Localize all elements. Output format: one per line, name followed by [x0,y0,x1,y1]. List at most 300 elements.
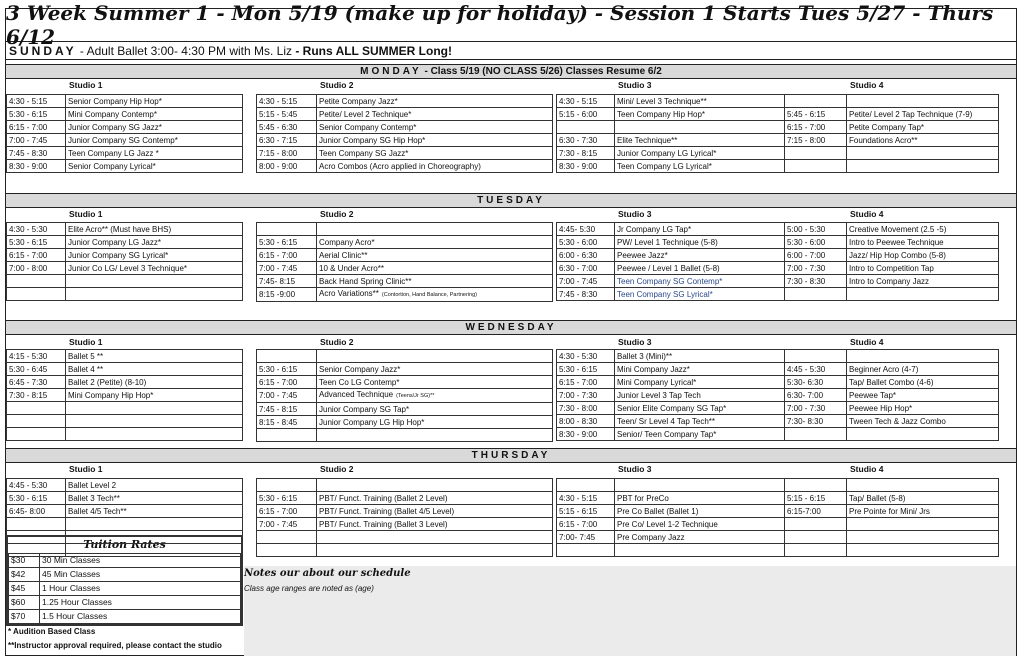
class-time: 4:30 - 5:15 [7,95,66,108]
class-name-text: Elite Technique** [617,135,678,145]
tuition-row [9,568,241,582]
class-name-text: PW/ Level 1 Technique (5-8) [617,237,718,247]
class-time: 7:00 - 7:45 [7,134,66,147]
class-name [847,288,999,301]
class-name [66,147,243,160]
class-name [615,505,785,518]
class-name-text: Mini Company Lyrical* [617,377,697,387]
class-name [66,428,243,441]
class-name [615,544,785,557]
class-name [847,147,999,160]
tuition-price: $30 [9,554,40,568]
class-name [317,492,553,505]
class-name-text: Pre Co Ballet (Ballet 1) [617,506,699,516]
class-name [615,223,785,236]
tuition-duration: 30 Min Classes [40,554,241,568]
class-name [847,108,999,121]
class-name [66,160,243,173]
class-time: 6:30 - 7:00 [557,262,615,275]
class-time: 5:30 - 6:15 [7,108,66,121]
schedule-row [7,223,243,236]
class-name [317,429,553,442]
schedule-row [557,236,785,249]
class-time: 5:30 - 6:15 [257,492,317,505]
schedule-row [785,479,999,492]
class-time: 7:00- 7:45 [557,531,615,544]
class-name-text: Intro to Competition Tap [849,263,934,273]
studio-header: Studio 2 [320,337,354,347]
class-name-text: Ballet 4 ** [68,364,104,374]
class-note: (Contortion, Hand Balance, Partnering) [381,292,477,298]
class-name-text: PBT/ Funct. Training (Ballet 3 Level) [319,519,448,529]
class-name-text: Beginner Acro (4-7) [849,364,919,374]
schedule-row [257,531,553,544]
class-time: 7:00 - 7:45 [257,262,317,275]
class-name-text: Senior/ Teen Company Tap* [617,429,717,439]
class-time: 8:30 - 9:00 [557,428,615,441]
schedule-row [257,134,553,147]
class-name [615,350,785,363]
class-name-text: Junior Company SG Hip Hop* [319,135,426,145]
schedule-row [785,376,999,389]
studio-header: Studio 1 [69,337,103,347]
class-name [847,223,999,236]
class-name-text: Mini Company Jazz* [617,364,690,374]
class-time: 6:15 - 7:00 [557,518,615,531]
class-name-text: Petite/ Level 2 Technique* [319,109,412,119]
schedule-row [785,518,999,531]
class-name-text: Acro Variations** [319,289,379,298]
schedule-row [257,492,553,505]
schedule-row [257,416,553,429]
class-name [615,95,785,108]
class-name [615,363,785,376]
class-time: 8:15 - 8:45 [257,416,317,429]
class-name [847,275,999,288]
schedule-row [257,147,553,160]
class-name [317,249,553,262]
class-time: 5:30 - 6:15 [7,236,66,249]
schedule-row [7,479,243,492]
class-time: 4:45 - 5:30 [785,363,847,376]
monday-note: - Class 5/19 (NO CLASS 5/26) Classes Resume 6/2 [421,66,662,77]
schedule-row [7,415,243,428]
class-time: 7:00 - 7:45 [257,518,317,531]
class-time: 4:45- 5:30 [557,223,615,236]
class-time: 6:45 - 7:30 [7,376,66,389]
studio-header: Studio 2 [320,464,354,474]
class-name-text: Intro to Peewee Technique [849,237,944,247]
wednesday-banner: WEDNESDAY [6,320,1016,335]
schedule-row [257,288,553,302]
schedule-row [257,389,553,403]
schedule-row [257,403,553,416]
class-name-text: Senior Company Lyrical* [68,161,156,171]
class-name-text: Teen Company SG Lyrical* [617,289,713,299]
schedule-row [257,479,553,492]
class-name-text: Ballet 3 (Mini)** [617,351,673,361]
class-time: 6:30 - 7:15 [257,134,317,147]
class-time: 7:45 - 8:30 [7,147,66,160]
tuesday-studio-2-table [256,222,553,302]
schedule-row [257,350,553,363]
class-name [66,376,243,389]
class-time: 5:30 - 6:00 [557,236,615,249]
schedule-row [557,428,785,441]
class-name-text: Tap/ Ballet Combo (4-6) [849,377,934,387]
class-name [847,544,999,557]
class-name [317,363,553,376]
class-name-text: Intro to Company Jazz [849,276,930,286]
schedule-row [557,415,785,428]
class-name-text: Petite Company Tap* [849,122,925,132]
schedule-row [257,262,553,275]
class-time: 5:30 - 6:15 [257,236,317,249]
tuition-row [9,582,241,596]
schedule-row [557,249,785,262]
class-name [847,95,999,108]
class-time [257,350,317,363]
notes-title: Notes our about our schedule [244,568,411,579]
class-name [615,121,785,134]
class-name [847,402,999,415]
class-time: 6:30 - 7:30 [557,134,615,147]
studio-header: Studio 3 [618,209,652,219]
class-time: 5:00 - 5:30 [785,223,847,236]
class-name [615,134,785,147]
class-name-text: Company Acro* [319,237,375,247]
schedule-row [785,160,999,173]
wednesday-studio-2-table [256,349,553,442]
studio-header: Studio 1 [69,464,103,474]
class-time: 6:00 - 6:30 [557,249,615,262]
class-time [785,288,847,301]
class-time [557,544,615,557]
class-name [847,262,999,275]
class-name [317,531,553,544]
tuition-price: $60 [9,596,40,610]
class-name [615,479,785,492]
schedule-row [7,376,243,389]
class-name-text: Pre Company Jazz [617,532,685,542]
class-name-text: Creative Movement (2.5 -5) [849,224,947,234]
class-name [66,518,243,531]
schedule-row [257,223,553,236]
footnote-instructor: **Instructor approval required, please contact the studio [8,641,222,650]
class-name-text: Foundations Acro** [849,135,918,145]
schedule-row [7,134,243,147]
monday-label: MONDAY [360,66,422,77]
class-time: 4:15 - 5:30 [7,350,66,363]
class-name [66,402,243,415]
schedule-row [785,134,999,147]
class-time: 5:15 - 6:15 [557,505,615,518]
schedule-row [257,429,553,442]
class-name [615,288,785,301]
class-time: 4:30 - 5:15 [257,95,317,108]
class-time [785,160,847,173]
class-time [257,223,317,236]
class-time [257,544,317,557]
schedule-row [557,544,785,557]
class-name [847,376,999,389]
class-time: 5:30 - 6:15 [257,363,317,376]
class-time: 8:15 -9:00 [257,288,317,302]
studio-header: Studio 2 [320,209,354,219]
class-name [615,147,785,160]
class-time: 8:30 - 9:00 [7,160,66,173]
schedule-row [557,350,785,363]
class-name-text: 10 & Under Acro** [319,263,384,273]
schedule-row [785,363,999,376]
class-name [66,389,243,402]
class-time: 4:45 - 5:30 [7,479,66,492]
class-name-text: Pre Pointe for Mini/ Jrs [849,506,930,516]
class-time [785,544,847,557]
class-name [317,108,553,121]
class-name [66,479,243,492]
class-name-text: Junior Level 3 Tap Tech [617,390,701,400]
schedule-row [557,147,785,160]
class-name-text: Teen/ Sr Level 4 Tap Tech** [617,416,715,426]
class-name-text: Senior Company Jazz* [319,364,401,374]
class-name [317,505,553,518]
class-time: 5:30 - 6:45 [7,363,66,376]
class-time: 5:15 - 6:15 [785,492,847,505]
schedule-row [7,350,243,363]
class-time: 7:30- 8:30 [785,415,847,428]
schedule-row [785,544,999,557]
class-note: (Teens/Jr SG)** [396,393,435,399]
schedule-row [785,147,999,160]
class-name-text: Teen Company LG Jazz * [68,148,159,158]
class-name-text: Acro Combos (Acro applied in Choreography) [319,161,481,171]
schedule-row [7,492,243,505]
class-name [66,415,243,428]
class-name-text: Senior Company Hip Hop* [68,96,162,106]
class-name [847,479,999,492]
class-time [785,518,847,531]
class-name-text: Pre Co/ Level 1-2 Technique [617,519,718,529]
schedule-row [7,389,243,402]
class-name [317,275,553,288]
schedule-row [7,262,243,275]
schedule-row [557,160,785,173]
schedule-row [7,275,243,288]
class-name-text: Junior Company SG Jazz* [68,122,162,132]
class-name [66,236,243,249]
class-name-text: Senior Company Contemp* [319,122,417,132]
class-name [615,389,785,402]
class-name-text: Jr Company LG Tap* [617,224,692,234]
schedule-row [785,428,999,441]
tuesday-studio-4-table [784,222,999,301]
schedule-row [257,363,553,376]
class-name-text: Jazz/ Hip Hop Combo (5-8) [849,250,946,260]
class-name [66,223,243,236]
class-time: 4:30 - 5:15 [557,95,615,108]
class-name [66,505,243,518]
class-name [317,288,553,302]
schedule-row [257,518,553,531]
schedule-row [785,108,999,121]
class-name [66,531,243,544]
schedule-row [785,531,999,544]
class-name [615,492,785,505]
class-name [847,531,999,544]
schedule-row [7,544,243,557]
sunday-bold-text: - Runs ALL SUMMER Long! [295,44,452,58]
page-title: 3 Week Summer 1 - Mon 5/19 (make up for holiday) - Session 1 Starts Tues 5/27 - Thurs 6/12 [6,9,1016,42]
class-time: 5:45 - 6:15 [785,108,847,121]
class-time: 7:45- 8:15 [257,275,317,288]
schedule-row [557,518,785,531]
class-name [847,415,999,428]
schedule-row [557,376,785,389]
class-time [785,428,847,441]
sunday-label: SUNDAY [9,44,77,58]
class-name-text: Peewee Jazz* [617,250,668,260]
studio-header: Studio 3 [618,80,652,90]
class-time: 7:45 - 8:15 [257,403,317,416]
class-name-text: Junior Company SG Tap* [319,404,410,414]
footnote-audition: * Audition Based Class [8,627,96,636]
class-name-text: Petite/ Level 2 Tap Technique (7-9) [849,109,973,119]
class-time: 6:15-7:00 [785,505,847,518]
class-name-text: Junior Company LG Jazz* [68,237,161,247]
schedule-row [7,363,243,376]
schedule-row [785,223,999,236]
class-name [847,505,999,518]
class-name [317,416,553,429]
schedule-row [785,402,999,415]
class-name-text: Teen Company Hip Hop* [617,109,706,119]
class-time: 4:30 - 5:30 [7,223,66,236]
class-name [615,262,785,275]
class-time [785,350,847,363]
class-time [7,544,66,557]
class-time: 8:00 - 8:30 [557,415,615,428]
schedule-row [785,415,999,428]
class-name [615,531,785,544]
schedule-row [557,479,785,492]
class-name [615,249,785,262]
schedule-row [785,262,999,275]
class-name [847,389,999,402]
studio-header: Studio 4 [850,337,884,347]
class-name-text: Ballet 2 (Petite) (8-10) [68,377,147,387]
class-time: 7:00 - 8:00 [7,262,66,275]
class-time: 6:15 - 7:00 [7,249,66,262]
schedule-row [557,275,785,288]
class-name [847,236,999,249]
class-name [615,402,785,415]
schedule-row [557,108,785,121]
class-name [847,428,999,441]
schedule-row [7,518,243,531]
schedule-row [557,389,785,402]
thursday-studio-4-table [784,478,999,557]
schedule-row [557,505,785,518]
schedule-row [7,95,243,108]
sunday-text: - Adult Ballet 3:00- 4:30 PM with Ms. Liz [76,44,296,58]
schedule-row [785,389,999,402]
class-time: 6:00 - 7:00 [785,249,847,262]
studio-header: Studio 4 [850,464,884,474]
class-time [257,429,317,442]
class-time: 5:30 - 6:15 [557,363,615,376]
class-name-text: Mini/ Level 3 Technique** [617,96,707,106]
class-time [7,518,66,531]
class-name [847,350,999,363]
class-name-text: PBT for PreCo [617,493,669,503]
sunday-row [6,43,1016,60]
class-time [785,531,847,544]
class-name-text: PBT/ Funct. Training (Ballet 2 Level) [319,493,448,503]
class-time: 6:15 - 7:00 [257,505,317,518]
schedule-row [557,262,785,275]
schedule-row [557,492,785,505]
schedule-row [7,249,243,262]
class-name [317,134,553,147]
class-name-text: Junior Company LG Lyrical* [617,148,717,158]
class-name [317,389,553,403]
class-time: 6:15 - 7:00 [257,249,317,262]
class-time [557,121,615,134]
class-name [847,121,999,134]
schedule-row [557,134,785,147]
class-time [7,428,66,441]
studio-header: Studio 3 [618,464,652,474]
schedule-row [785,505,999,518]
monday-studio-1-table [6,94,243,173]
class-name [317,236,553,249]
class-time [7,288,66,301]
class-name-text: Teen Company SG Contemp* [617,276,723,286]
class-name-text: Peewee / Level 1 Ballet (5-8) [617,263,720,273]
class-time: 5:30 - 6:00 [785,236,847,249]
class-time: 6:15 - 7:00 [257,376,317,389]
schedule-row [557,363,785,376]
class-time [7,402,66,415]
schedule-row [7,121,243,134]
class-name [317,479,553,492]
class-time: 7:00 - 7:30 [557,389,615,402]
class-name [847,492,999,505]
class-time [785,479,847,492]
class-time: 7:30 - 8:30 [785,275,847,288]
wednesday-studio-1-table [6,349,243,441]
class-time: 7:00 - 7:30 [785,262,847,275]
class-name [66,121,243,134]
class-time: 6:45- 8:00 [7,505,66,518]
class-time: 4:30 - 5:15 [557,492,615,505]
thursday-studio-1-table [6,478,243,557]
class-name [317,518,553,531]
tuition-table [8,553,241,624]
class-name-text: Tween Tech & Jazz Combo [849,416,946,426]
schedule-row [257,236,553,249]
schedule-row [7,428,243,441]
schedule-row [785,288,999,301]
class-time: 7:00 - 7:45 [257,389,317,403]
class-name-text: Junior Company LG Hip Hop* [319,417,425,427]
class-name [847,518,999,531]
schedule-row [785,350,999,363]
class-name-text: Elite Acro** (Must have BHS) [68,224,172,234]
schedule-row [7,531,243,544]
class-name-text: Ballet 5 ** [68,351,104,361]
